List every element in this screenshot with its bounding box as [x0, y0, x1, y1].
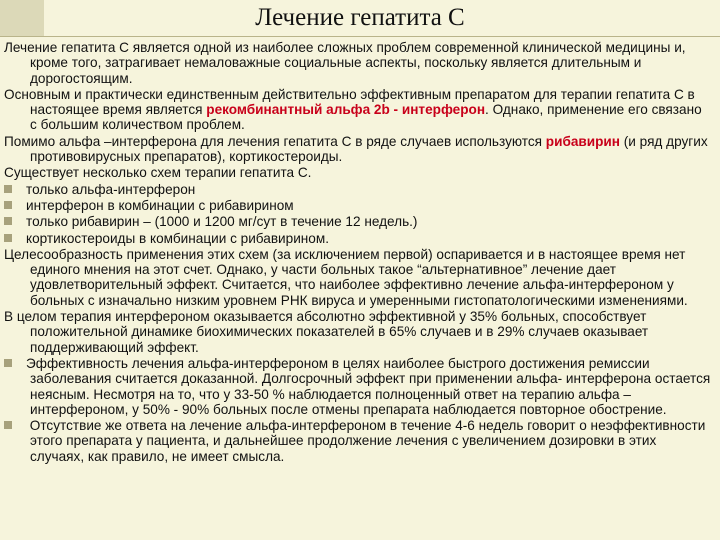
square-bullet-icon: [4, 359, 12, 367]
paragraph-intro: Лечение гепатита С является одной из наиболее сложных проблем современной клинической медицины и, кроме того, затрагивает немаловажные социальные аспекты, поскольку является длительным и дорогостоящим.: [4, 40, 686, 86]
paragraph-schemes-intro: Существует несколько схем терапии гепатита С.: [4, 165, 312, 181]
highlight-ribavirin: рибавирин: [545, 133, 620, 149]
list-item-text: Эффективность лечения альфа-интерфероном в целях наиболее быстрого достижения ремиссии заболевания считается доказанной. Долгосрочный эффект при применении альфа- интерферона остается неясным. Несмотря на то, что у 33-50 % наблюдается полноценный ответ на терапию альфа – интерфероном, у 50% - 90% больных после отмены препарата наблюдается повторное обострение.: [26, 355, 711, 417]
text: Основным и практически единственным действительно эффективным препаратом для терапии гепатита С в настоящее время является: [4, 86, 695, 118]
list-item: [4, 198, 712, 213]
list-item: [4, 356, 712, 417]
list-item-text: кортикостероиды в комбинации с рибавирином.: [26, 230, 329, 246]
square-bullet-icon: [4, 201, 12, 209]
text: (и ряд других противовирусных препаратов), кортикостероиды.: [30, 133, 708, 165]
list-item: [4, 418, 712, 464]
paragraph-main-drug: [4, 87, 712, 133]
list-item: [4, 231, 712, 246]
square-bullet-icon: [4, 217, 12, 225]
square-bullet-icon: [4, 234, 12, 242]
list-item: [4, 214, 712, 229]
list-item-text: только рибавирин – (1000 и 1200 мг/сут в течение 12 недель.): [26, 214, 418, 230]
title-divider: [0, 36, 720, 37]
list-item-text: интерферон в комбинации с рибавирином: [26, 197, 294, 213]
highlight-interferon: рекомбинантный альфа 2b - интерферон: [206, 102, 486, 118]
text: Помимо альфа –интерферона для лечения гепатита С в ряде случаев используются: [4, 133, 546, 149]
square-bullet-icon: [4, 185, 12, 193]
list-item-text: Отсутствие же ответа на лечение альфа-интерфероном в течение 4-6 недель говорит о неэффективности этого препарата у пациента, и дальнейшее продолжение лечения с увеличением дозировки в этих случаях, как правило, не имеет смысла.: [26, 418, 706, 464]
paragraph-efficacy: В целом терапия интерфероном оказывается абсолютно эффективной у 35% больных, способствует положительной динамике биохимических показателей в 65% случаев и в 29% случаев оказывает поддерживающий эффект.: [4, 309, 649, 355]
page-title: Лечение гепатита С: [255, 4, 465, 31]
list-item: [4, 182, 712, 197]
paragraph-other-drugs: [4, 134, 712, 165]
square-bullet-icon: [4, 421, 12, 429]
text: . Однако, применение его связано с большим количеством проблем.: [30, 102, 702, 133]
slide-body: [4, 40, 712, 465]
list-item-text: только альфа-интерферон: [26, 181, 196, 197]
paragraph-expediency: Целесообразность применения этих схем (за исключением первой) оспаривается и в настоящее время нет единого мнения на этот счет. Однако, у части больных такое “альтернативное” лечение дает удовлетворительный эффект. Считается, что наиболее эффективно лечение альфа-интерфероном у больных с изначально низким уровнем РНК вируса и умеренными гистопатологическими изменениями.: [4, 246, 688, 308]
